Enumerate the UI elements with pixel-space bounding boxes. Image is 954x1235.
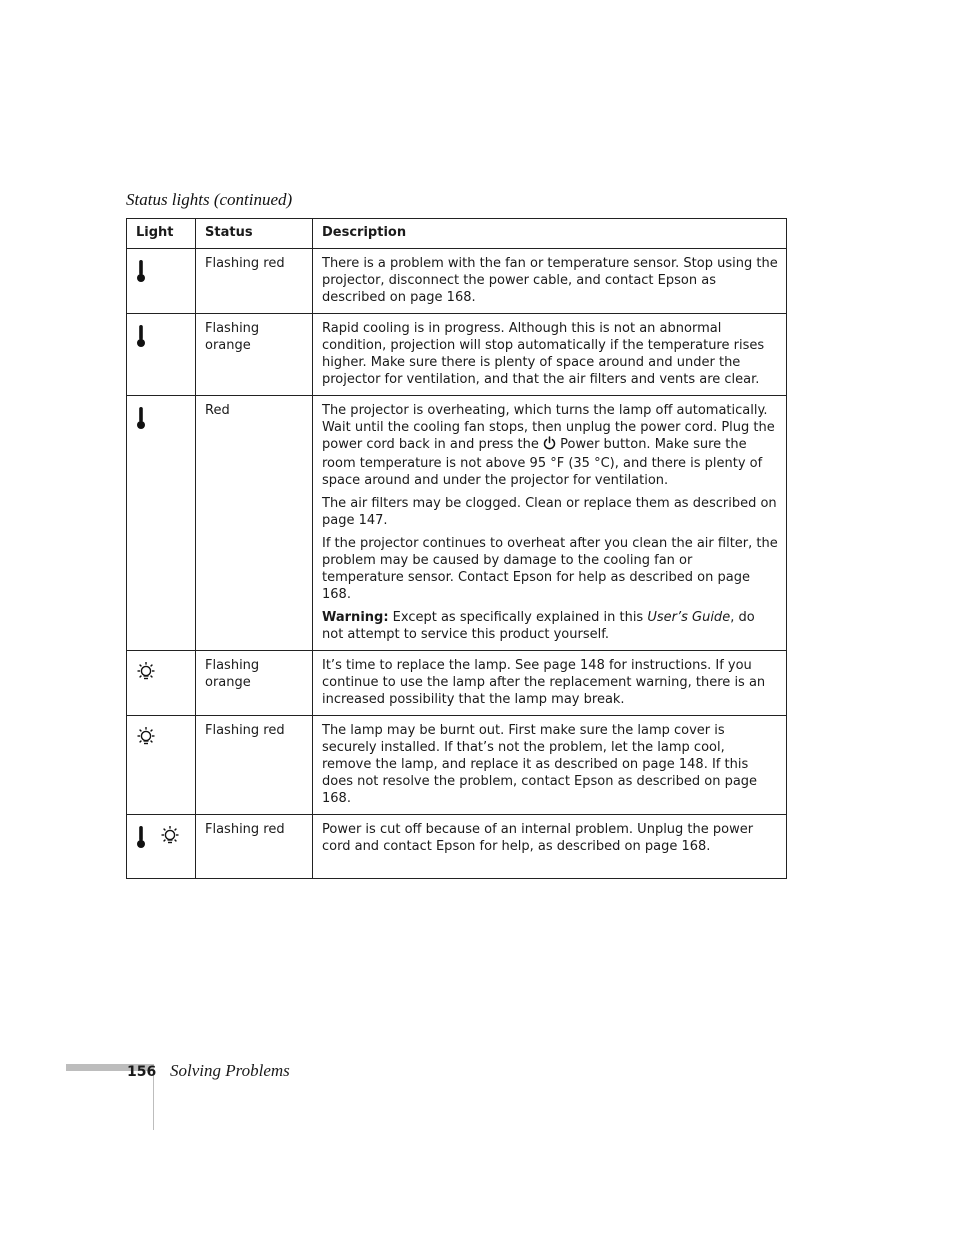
warning-text-part: , do not attempt to service this product yourself. <box>322 610 755 642</box>
table-header-row <box>127 219 787 249</box>
lamp-icon <box>160 825 180 852</box>
description-text-part: Power button. Make sure the room temperature is not above 95 °F (35 °C), and there is plenty of space around and under the projector for ventilation. <box>322 437 763 488</box>
light-cell <box>127 314 196 396</box>
status-lights-table <box>126 218 787 879</box>
description-text: It’s time to replace the lamp. See page 148 for instructions. If you continue to use the lamp after the replacement warning, there is an increased possibility that the lamp may break. <box>322 658 766 707</box>
status-cell: Red <box>196 396 313 651</box>
light-cell <box>127 651 196 716</box>
status-cell: Flashing red <box>196 815 313 879</box>
warning-label: Warning: <box>322 610 389 625</box>
description-text: Power is cut off because of an internal problem. Unplug the power cord and contact Epson for help, as described on page 168. <box>322 822 754 854</box>
table-row <box>127 314 787 396</box>
description-text-part: The projector is overheating, which turns the lamp off automatically. Wait until the cooling fan stops, then unplug the power cord. Plug the power cord back in and press the <box>322 403 775 452</box>
status-cell: Flashing red <box>196 716 313 815</box>
status-cell: Flashing red <box>196 249 313 314</box>
users-guide-reference: User’s Guide <box>647 610 731 625</box>
description-cell <box>313 716 787 815</box>
light-cell <box>127 249 196 314</box>
warning-text-part: Except as specifically explained in this <box>388 610 648 625</box>
description-cell <box>313 815 787 879</box>
table-row <box>127 249 787 314</box>
warning-text <box>322 609 778 643</box>
description-cell <box>313 249 787 314</box>
header-light: Light <box>127 219 196 249</box>
description-text: There is a problem with the fan or temperature sensor. Stop using the projector, disconnect the power cable, and contact Epson as described on page 168. <box>322 256 778 305</box>
thermometer-icon <box>136 406 146 435</box>
description-text: The air filters may be clogged. Clean or replace them as described on page 147. <box>322 496 777 528</box>
description-text: Rapid cooling is in progress. Although this is not an abnormal condition, projection will stop automatically if the temperature rises higher. Make sure there is plenty of space around and under the projector for ventilation, and that the air filters and vents are clear. <box>322 321 765 387</box>
description-cell <box>313 314 787 396</box>
table-row <box>127 815 787 879</box>
table-row <box>127 651 787 716</box>
header-status: Status <box>196 219 313 249</box>
light-cell <box>127 716 196 815</box>
description-text: If the projector continues to overheat after you clean the air filter, the problem may be caused by damage to the cooling fan or temperature sensor. Contact Epson for help as described on page 168. <box>322 536 778 602</box>
thermometer-icon <box>136 324 146 353</box>
description-text <box>322 402 778 489</box>
table-row <box>127 396 787 651</box>
thermometer-icon <box>136 259 146 288</box>
lamp-icon <box>136 726 156 753</box>
status-cell: Flashing orange <box>196 651 313 716</box>
light-cell <box>127 396 196 651</box>
lamp-icon <box>136 661 156 688</box>
light-cell <box>127 815 196 879</box>
table-caption: Status lights (continued) <box>126 190 293 209</box>
description-text: The lamp may be burnt out. First make sure the lamp cover is securely installed. If that’s not the problem, let the lamp cool, remove the lamp, and replace it as described on page 148. If this does not resolve the problem, contact Epson as described on page 168. <box>322 723 758 806</box>
thermometer-icon <box>136 825 146 854</box>
status-cell: Flashing orange <box>196 314 313 396</box>
table-row <box>127 716 787 815</box>
page-number: 156 <box>127 1064 157 1080</box>
power-icon <box>543 436 556 455</box>
section-title: Solving Problems <box>170 1061 290 1080</box>
header-description: Description <box>313 219 787 249</box>
description-cell <box>313 396 787 651</box>
description-cell <box>313 651 787 716</box>
